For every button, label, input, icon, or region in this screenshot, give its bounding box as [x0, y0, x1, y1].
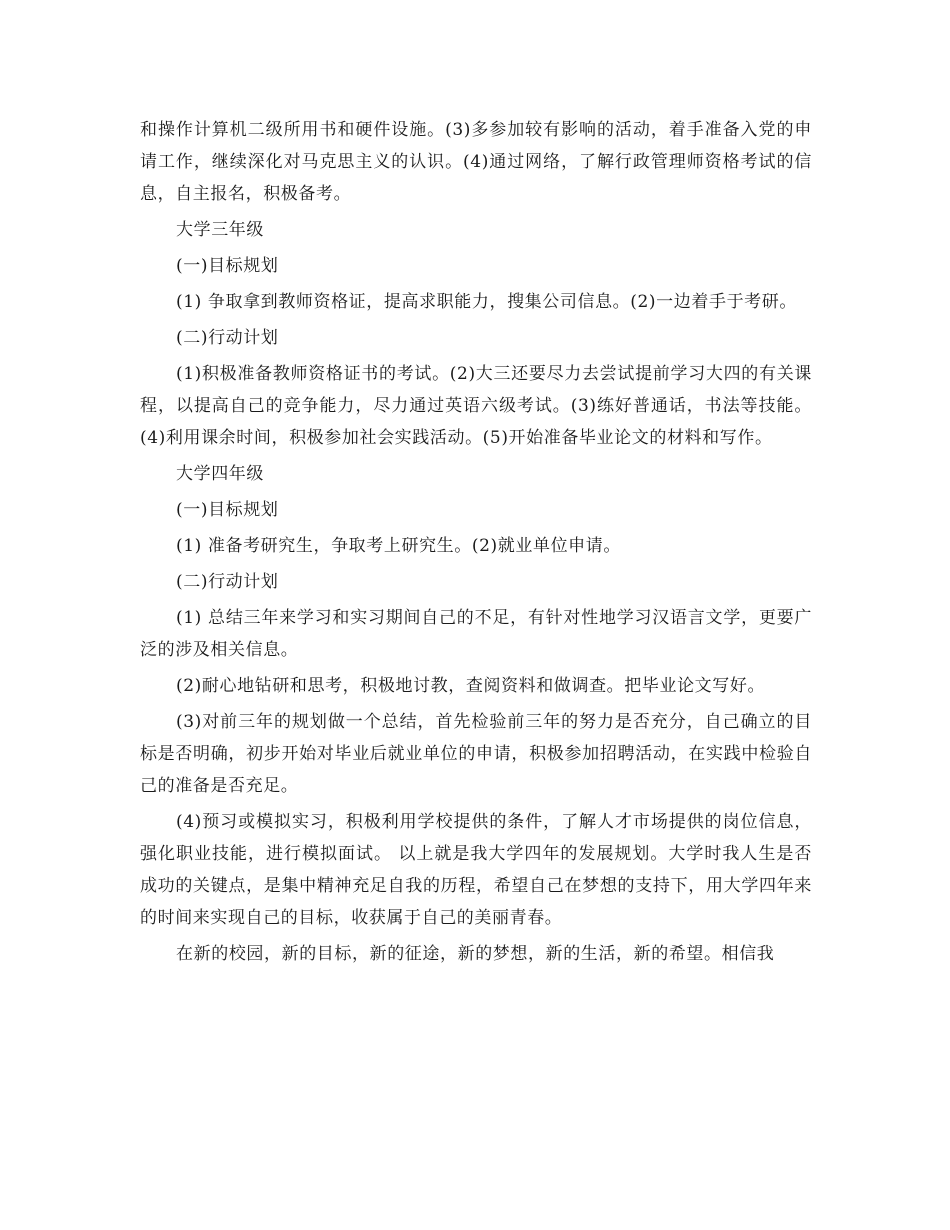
paragraph-action-3: (3)对前三年的规划做一个总结，首先检验前三年的努力是否充分，自己确立的目标是否明确，初步开始对毕业后就业单位的申请，积极参加招聘活动，在实践中检验自己的准备是否充足。	[140, 712, 812, 796]
document-body	[140, 114, 812, 974]
paragraph-continuation: 和操作计算机二级所用书和硬件设施。(3)多参加较有影响的活动，着手准备入党的申请工作，继续深化对马克思主义的认识。(4)通过网络，了解行政管理师资格考试的信息，自主报名，积极备考。	[140, 120, 812, 204]
subheading-actions-year-three: (二)行动计划	[176, 328, 279, 348]
heading-year-four: 大学四年级	[176, 464, 264, 484]
heading-year-three: 大学三年级	[176, 220, 264, 240]
paragraph-actions-year-three: (1)积极准备教师资格证书的考试。(2)大三还要尽力去尝试提前学习大四的有关课程，以提高自己的竞争能力，尽力通过英语六级考试。(3)练好普通话，书法等技能。(4)利用课余时间，积极参加社会实践活动。(5)开始准备毕业论文的材料和写作。	[140, 364, 812, 448]
subheading-goals-year-four: (一)目标规划	[176, 500, 279, 520]
paragraph-goals-year-four: (1) 准备考研究生，争取考上研究生。(2)就业单位申请。	[176, 536, 621, 556]
paragraph-closing: 在新的校园，新的目标，新的征途，新的梦想，新的生活，新的希望。相信我	[176, 944, 775, 964]
paragraph-goals-year-three: (1) 争取拿到教师资格证，提高求职能力，搜集公司信息。(2)一边着手于考研。	[176, 292, 797, 312]
paragraph-action-2: (2)耐心地钻研和思考，积极地讨教，查阅资料和做调查。把毕业论文写好。	[176, 676, 766, 696]
subheading-goals-year-three: (一)目标规划	[176, 256, 279, 276]
subheading-actions-year-four: (二)行动计划	[176, 572, 279, 592]
paragraph-action-4: (4)预习或模拟实习，积极利用学校提供的条件，了解人才市场提供的岗位信息，强化职业技能，进行模拟面试。 以上就是我大学四年的发展规划。大学时我人生是否成功的关键点，是集中精神充足自我的历程，希望自己在梦想的支持下，用大学四年来的时间来实现自己的目标，收获属于自己的美丽青春。	[140, 812, 812, 928]
paragraph-action-1: (1) 总结三年来学习和实习期间自己的不足，有针对性地学习汉语言文学，更要广泛的涉及相关信息。	[140, 608, 812, 660]
